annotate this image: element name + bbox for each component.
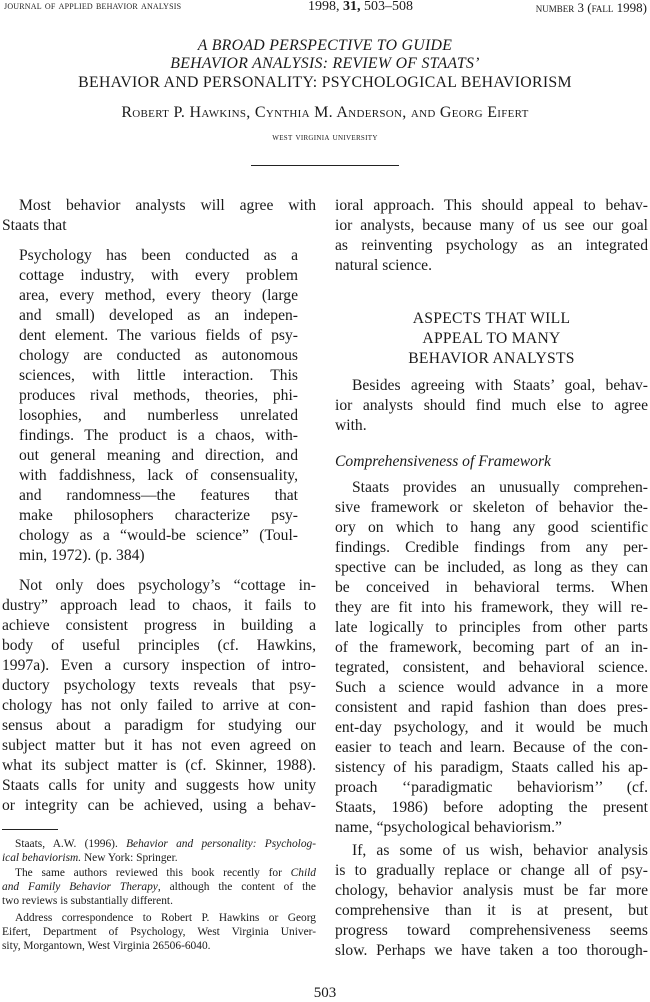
volume: 31, — [343, 0, 361, 14]
body-line: proach ‘‘paradigmatic behaviorism’’ (cf. — [335, 779, 648, 796]
title-line-2: BEHAVIOR ANALYSIS: REVIEW OF STAATS’ — [170, 55, 480, 72]
quote-line: min, 1972). (p. 384) — [19, 547, 145, 564]
body-line: sistency of his paradigm, Staats called his ap- — [335, 759, 648, 776]
footnote-3-cont: sity, Morgantown, West Virginia 26506-6040. — [2, 940, 211, 952]
footnote-2-cont: two reviews is substantially different. — [2, 895, 173, 907]
section-heading-line: BEHAVIOR ANALYSTS — [408, 350, 575, 367]
quote-line: make philosophers characterize psy- — [19, 507, 298, 524]
body-line: sensus about a paradigm for studying our — [2, 717, 316, 734]
body-line: be conceived in behavioral terms. When — [335, 579, 648, 596]
body-line: Staats, 1986) before adopting the present — [335, 799, 648, 816]
title-divider — [251, 165, 399, 166]
quote-line: out general meaning and direction, and — [19, 447, 298, 464]
journal-name: journal of applied behavior analysis — [4, 0, 182, 12]
footnote-1-cont: ical behaviorism. New York: Springer. — [2, 852, 178, 864]
footnote-3-cont: Eifert, Department of Psychology, West Virginia Univer- — [2, 926, 316, 938]
quote-line: and small) developed as an indepen- — [19, 307, 298, 324]
body-line: chology, behavior analysis must be far more — [335, 882, 648, 899]
body-line: ior analysts, because many of us see our goal — [335, 217, 648, 234]
authors: Robert P. Hawkins, Cynthia M. Anderson, and Georg Eifert — [121, 104, 529, 121]
body-line: is to gradually replace or change all of psy- — [335, 862, 648, 879]
intro-line: Staats that — [2, 217, 67, 234]
quote-line: chology are conducted as autonomous — [19, 347, 298, 364]
affiliation: west virginia university — [272, 132, 378, 143]
subheading: Comprehensiveness of Framework — [335, 453, 551, 470]
body-line: Staats provides an unusually comprehen- — [352, 479, 648, 496]
quote-line: with faddishness, lack of consensuality, — [19, 467, 298, 484]
body-line: consistent and rapid fashion than does pres- — [335, 699, 648, 716]
body-line: easier to teach and learn. Because of the con- — [335, 739, 648, 756]
body-line: comprehensive than it is at present, but — [335, 902, 648, 919]
running-head — [0, 0, 650, 18]
body-line: what its subject matter is (cf. Skinner, 1988). — [2, 757, 316, 774]
page-number: 503 — [313, 985, 337, 1001]
body-line: 1997a). Even a cursory inspection of intro- — [2, 657, 316, 674]
body-line: with. — [335, 417, 367, 434]
body-line: chology has not only failed to arrive at con- — [2, 697, 316, 714]
body-line: subject matter but it has not even agreed on — [2, 737, 316, 754]
year: 1998, — [308, 0, 340, 14]
title-line-3: BEHAVIOR AND PERSONALITY: PSYCHOLOGICAL BEHAVIORISM — [78, 74, 572, 91]
body-line: body of useful principles (cf. Hawkins, — [2, 637, 316, 654]
section-heading-line: ASPECTS THAT WILL — [412, 310, 571, 327]
body-line: tegrated, consistent, and behavioral science. — [335, 659, 648, 676]
body-line: Besides agreeing with Staats’ goal, behav- — [352, 377, 648, 394]
quote-line: losophies, and numberless unrelated — [19, 407, 298, 424]
body-line: they are fit into his framework, they will re- — [335, 599, 648, 616]
footnote-1: Staats, A.W. (1996). Behavior and personality: Psycholog- — [15, 838, 317, 850]
quote-line: chology as a “would-be science” (Toul- — [19, 527, 298, 544]
footnote-2-cont: and Family Behavior Therapy, although the content of the — [2, 881, 316, 893]
body-line: natural science. — [335, 257, 432, 274]
quote-line: area, every method, every theory (large — [19, 287, 298, 304]
body-line: If, as some of us wish, behavior analysis — [352, 842, 648, 859]
body-line: dustry” approach lead to chaos, it fails to — [2, 597, 316, 614]
footnote-2: The same authors reviewed this book recently for Child — [15, 867, 316, 879]
quote-line: Psychology has been conducted as a — [19, 247, 298, 264]
quote-line: produces rival methods, theories, phi- — [19, 387, 298, 404]
citation — [308, 0, 413, 15]
footnote-divider — [2, 829, 58, 830]
intro-line: Most behavior analysts will agree with — [19, 197, 316, 214]
quote-line: dent element. The various fields of psy- — [19, 327, 298, 344]
body-line: spective can be included, as long as they can — [335, 559, 648, 576]
quote-line: sciences, with little interaction. This — [19, 367, 298, 384]
body-line: ductory psychology texts reveals that psy- — [2, 677, 316, 694]
body-line: ory on which to hang any good scientific — [335, 519, 648, 536]
body-line: late logically to principles from other parts — [335, 619, 648, 636]
body-line: ioral approach. This should appeal to behav- — [335, 197, 648, 214]
page-range: 503–508 — [364, 0, 413, 14]
footnote-3: Address correspondence to Robert P. Hawkins or Georg — [15, 912, 316, 924]
quote-line: cottage industry, with every problem — [19, 267, 298, 284]
body-line: of the framework, becoming part of an in- — [335, 639, 648, 656]
body-line: ior analysts should find much else to agree — [335, 397, 648, 414]
body-line: progress toward comprehensiveness seems — [335, 922, 648, 939]
body-line: Not only does psychology’s “cottage in- — [19, 577, 316, 594]
issue-number: number 3 (fall 1998) — [535, 0, 647, 15]
body-line: Such a science would advance in a more — [335, 679, 648, 696]
body-line: or integrity can be achieved, using a behav- — [2, 797, 316, 814]
section-heading-line: APPEAL TO MANY — [422, 330, 561, 347]
body-line: findings. Credible findings from any per- — [335, 539, 648, 556]
title-line-1: A BROAD PERSPECTIVE TO GUIDE — [197, 37, 453, 54]
quote-line: findings. The product is a chaos, with- — [19, 427, 298, 444]
body-line: Staats calls for unity and suggests how unity — [2, 777, 316, 794]
body-line: achieve consistent progress in building a — [2, 617, 316, 634]
quote-line: and randomness—the features that — [19, 487, 298, 504]
body-line: as reinventing psychology as an integrated — [335, 237, 648, 254]
body-line: name, “psychological behaviorism.” — [335, 819, 562, 836]
body-line: slow. Perhaps we have taken a too thorough- — [335, 942, 648, 959]
body-line: sive framework or skeleton of behavior the- — [335, 499, 648, 516]
body-line: ent-day psychology, and it would be much — [335, 719, 648, 736]
